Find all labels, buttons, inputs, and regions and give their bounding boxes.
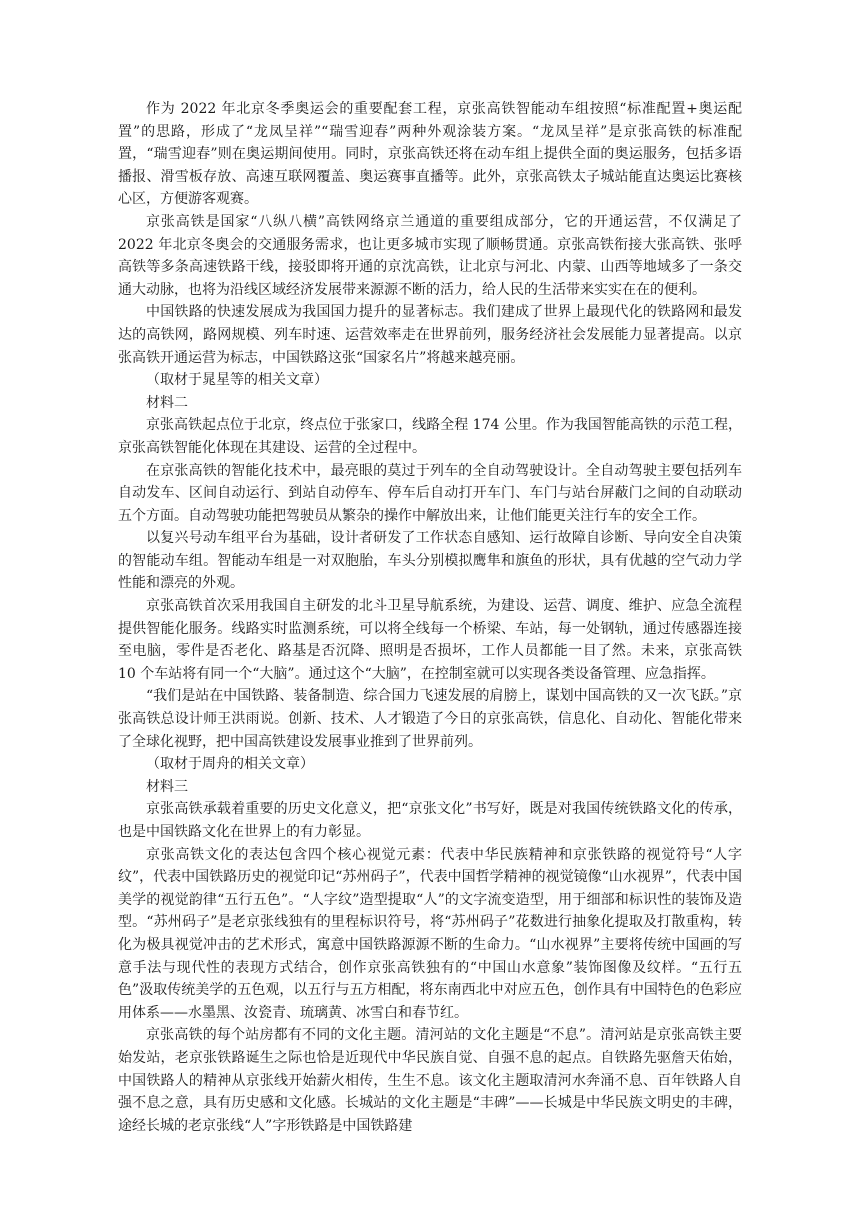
document-body — [118, 98, 742, 1137]
section-heading-material-3: 材料三 — [146, 778, 188, 795]
paragraph-cultural-significance: 京张高铁承载着重要的历史文化意义，把“京张文化”书写好，既是对我国传统铁路文化的传承，也是中国铁路文化在世界上的有力彰显。 — [118, 801, 742, 840]
paragraph-route-overview: 京张高铁起点位于北京，终点位于张家口，线路全程 174 公里。作为我国智能高铁的示范工程，京张高铁智能化体现在其建设、运营的全过程中。 — [118, 417, 742, 456]
section-heading-material-2: 材料二 — [146, 394, 188, 411]
paragraph-national-strength: 中国铁路的快速发展成为我国国力提升的显著标志。我们建成了世界上最现代化的铁路网和最发达的高铁网，路网规模、列车时速、运营效率走在世界前列，服务经济社会发展能力显著提高。以京张高铁开通运营为标志，中国铁路这张“国家名片”将越来越亮丽。 — [118, 304, 742, 366]
paragraph-autonomous-driving: 在京张高铁的智能化技术中，最亮眼的莫过于列车的全自动驾驶设计。全自动驾驶主要包括列车自动发车、区间自动运行、到站自动停车、停车后自动打开车门、车门与站台屏蔽门之间的自动联动五个方面。自动驾驶功能把驾驶员从繁杂的操作中解放出来，让他们能更关注行车的安全工作。 — [118, 462, 742, 524]
paragraph-designer-quote: “我们是站在中国铁路、装备制造、综合国力飞速发展的肩膀上，谋划中国高铁的又一次飞跃。”京张高铁总设计师王洪雨说。创新、技术、人才锻造了今日的京张高铁，信息化、自动化、智能化带来了全球化视野，把中国高铁建设发展事业推到了世界前列。 — [118, 688, 742, 750]
paragraph-smart-emu: 以复兴号动车组平台为基础，设计者研发了工作状态自感知、运行故障自诊断、导向安全自决策的智能动车组。智能动车组是一对双胞胎，车头分别模拟鹰隼和旗鱼的形状，具有优越的空气动力学性能和漂亮的外观。 — [118, 530, 742, 592]
paragraph-beidou-monitoring: 京张高铁首次采用我国自主研发的北斗卫星导航系统，为建设、运营、调度、维护、应急全流程提供智能化服务。线路实时监测系统，可以将全线每一个桥梁、车站，每一处钢轨，通过传感器连接至电脑，零件是否老化、路基是否沉降、照明是否损坏，工作人员都能一目了然。未来，京张高铁 10 个车站将有同一个“大脑”。通过这个“大脑”，在控制室就可以实现各类设备管理、应急指挥。 — [118, 598, 742, 682]
paragraph-station-themes: 京张高铁的每个站房都有不同的文化主题。清河站的文化主题是“不息”。清河站是京张高铁主要始发站，老京张铁路诞生之际也恰是近现代中华民族自觉、自强不息的起点。自铁路先驱詹天佑始，中国铁路人的精神从京张线开始薪火相传，生生不息。该文化主题取清河水奔涌不息、百年铁路人自强不息之意，具有历史感和文化感。长城站的文化主题是“丰碑”——长城是中华民族文明史的丰碑，途经长城的老京张线“人”字形铁路是中国铁路建 — [118, 1027, 742, 1134]
source-note-2: （取材于周舟的相关文章） — [146, 756, 314, 773]
paragraph-network-role: 京张高铁是国家“八纵八横”高铁网络京兰通道的重要组成部分，它的开通运营，不仅满足了 2022 年北京冬奥会的交通服务需求，也让更多城市实现了顺畅贯通。京张高铁衔接大张高铁、张呼高铁等多条高速铁路干线，接驳即将开通的京沈高铁，让北京与河北、内蒙、山西等地域多了一条交通大动脉，也将为沿线区域经济发展带来源源不断的活力，给人民的生活带来实实在在的便利。 — [118, 213, 742, 298]
paragraph-olympic-configuration: 作为 2022 年北京冬季奥运会的重要配套工程，京张高铁智能动车组按照“标准配置+奥运配置”的思路，形成了“龙凤呈祥”“瑞雪迎春”两种外观涂装方案。“龙凤呈祥”是京张高铁的标准配置，“瑞雪迎春”则在奥运期间使用。同时，京张高铁还将在动车组上提供全面的奥运服务，包括多语播报、滑雪板存放、高速互联网覆盖、奥运赛事直播等。此外，京张高铁太子城站能直达奥运比赛核心区，方便游客观赛。 — [118, 101, 742, 208]
paragraph-visual-elements: 京张高铁文化的表达包含四个核心视觉元素：代表中华民族精神和京张铁路的视觉符号“人字纹”，代表中国铁路历史的视觉印记“苏州码子”，代表中国哲学精神的视觉镜像“山水视界”，代表中国美学的视觉韵律“五行五色”。“人字纹”造型提取“人”的文字流变造型，用于细部和标识性的装饰及造型。“苏州码子”是老京张线独有的里程标识符号，将“苏州码子”花数进行抽象化提取及打散重构，转化为极具视觉冲击的艺术形式，寓意中国铁路源源不断的生命力。“山水视界”主要将传统中国画的写意手法与现代性的表现方式结合，创作京张高铁独有的“中国山水意象”装饰图像及纹样。“五行五色”汲取传统美学的五色观，以五行与五方相配，将东南西北中对应五色，创作具有中国特色的色彩应用体系——水墨黑、汝瓷青、琉璃黄、冰雪白和春节红。 — [118, 846, 742, 1021]
source-note-1: （取材于晁星等的相关文章） — [146, 372, 328, 389]
